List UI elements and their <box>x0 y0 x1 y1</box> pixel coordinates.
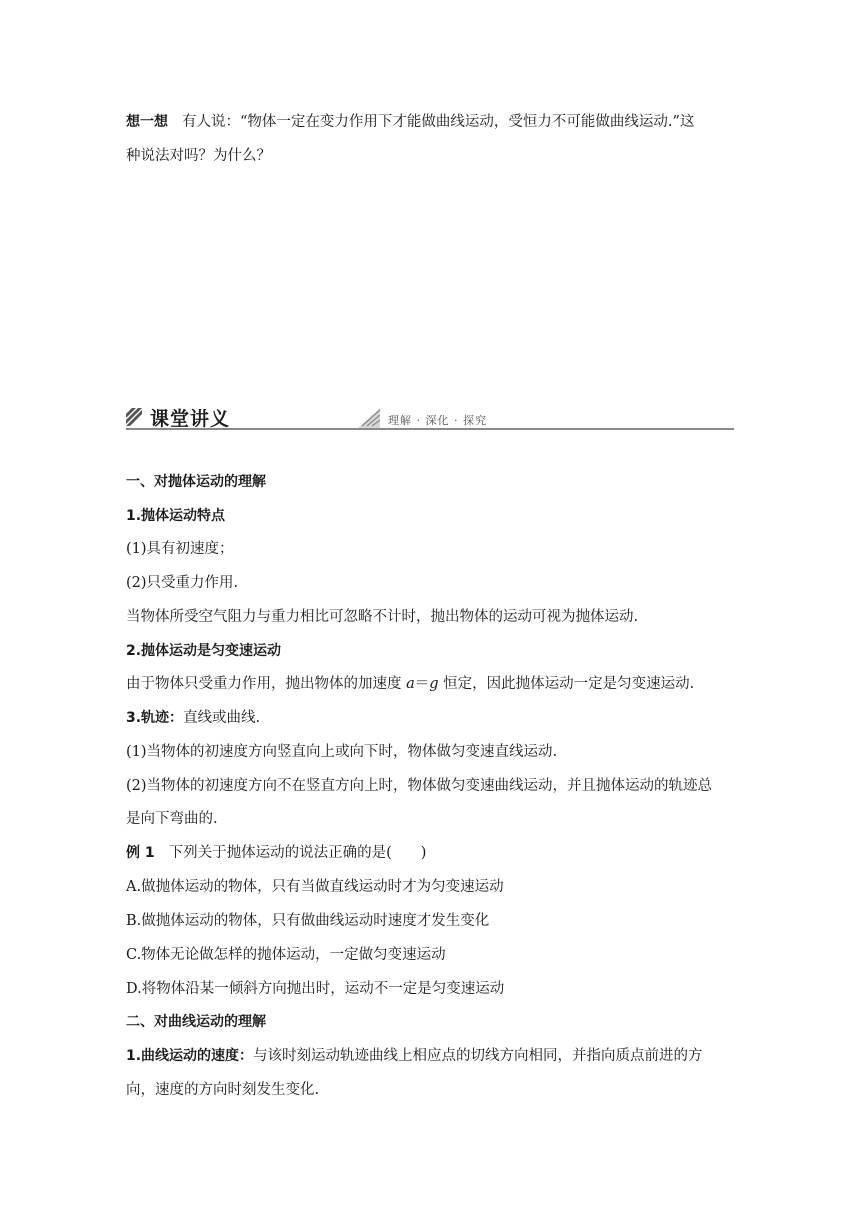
section-2-point-1-title: 1.曲线运动的速度： <box>126 1048 254 1064</box>
section-2-point-1-line-2: 向，速度的方向时刻发生变化. <box>126 1082 320 1098</box>
think-line-2 <box>126 146 738 166</box>
think-text-1: 有人说：“物体一定在变力作用下才能做曲线运动，受恒力不可能做曲线运动.”这 <box>182 114 695 130</box>
option-d: D.将物体沿某一倾斜方向抛出时，运动不一定是匀变速运动 <box>126 981 505 997</box>
think-text-2: 种说法对吗？为什么？ <box>126 148 271 164</box>
variable-a: a <box>406 676 415 692</box>
section-1-heading: 一、对抛体运动的理解 <box>126 474 266 490</box>
equals-sign: ＝ <box>414 676 430 692</box>
point-1-note: 当物体所受空气阻力与重力相比可忽略不计时，抛出物体的运动可视为抛体运动. <box>126 609 639 625</box>
header-rule <box>126 428 734 430</box>
point-1-item-1: (1)具有初速度； <box>126 541 234 557</box>
example-1-question-line <box>126 843 738 863</box>
section-2-heading: 二、对曲线运动的理解 <box>126 1014 266 1030</box>
section-2-point-1-line-1 <box>126 1046 738 1066</box>
point-3-line <box>126 708 738 728</box>
option-b: B.做抛体运动的物体，只有做曲线运动时速度才发生变化 <box>126 913 490 929</box>
section-2-point-1-text-1: 与该时刻运动轨迹曲线上相应点的切线方向相同，并指向质点前进的方 <box>253 1048 703 1064</box>
section-header-title: 课堂讲义 <box>150 408 231 430</box>
point-3-title: 3.轨迹： <box>126 710 184 726</box>
stripes-icon <box>126 408 142 426</box>
section-header <box>126 400 734 434</box>
point-2-text-a: 由于物体只受重力作用，抛出物体的加速度 <box>126 676 407 692</box>
example-1-label: 例 1 <box>126 845 155 861</box>
think-line-1 <box>126 112 738 132</box>
point-2-text <box>126 674 738 694</box>
option-c: C.物体无论做怎样的抛体运动，一定做匀变速运动 <box>126 947 446 963</box>
point-1-title: 1.抛体运动特点 <box>126 508 226 524</box>
point-3-item-2-line-1: (2)当物体的初速度方向不在竖直方向上时，物体做匀变速曲线运动，并且抛体运动的轨迹总 <box>126 778 713 794</box>
example-1-question: 下列关于抛体运动的说法正确的是( ) <box>168 845 427 861</box>
point-1-item-2: (2)只受重力作用. <box>126 575 239 591</box>
point-3-text: 直线或曲线. <box>183 710 261 726</box>
point-2-text-b: 恒定，因此抛体运动一定是匀变速运动. <box>438 676 695 692</box>
section-header-subtitle: 理解 · 深化 · 探究 <box>388 414 487 427</box>
point-3-item-1: (1)当物体的初速度方向竖直向上或向下时，物体做匀变速直线运动. <box>126 744 558 760</box>
think-label: 想一想 <box>126 114 168 130</box>
option-a: A.做抛体运动的物体，只有当做直线运动时才为匀变速运动 <box>126 879 504 895</box>
variable-g: g <box>429 676 439 692</box>
stripes-triangle-icon <box>358 408 380 428</box>
point-2-title: 2.抛体运动是匀变速运动 <box>126 643 282 659</box>
point-3-item-2-line-2: 是向下弯曲的. <box>126 811 218 827</box>
